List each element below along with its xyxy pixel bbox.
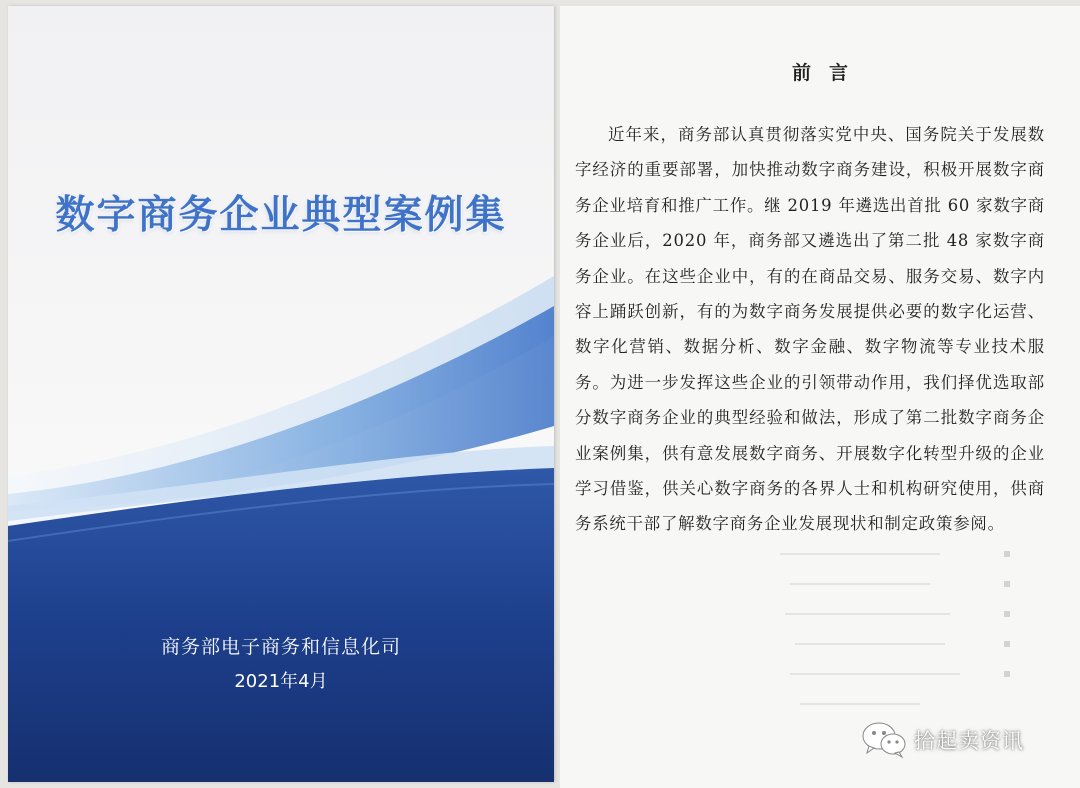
cover-wave-graphic bbox=[8, 6, 554, 782]
preface-paragraph: 近年来，商务部认真贯彻落实党中央、国务院关于发展数字经济的重要部署，加快推动数字商务建设，积极开展数字商务企业培育和推广工作。继 2019 年遴选出首批 60 家数字商务企业后，2020 年，商务部又遴选出了第二批 48 家数字商务企业。在这些企业中，有的在商品交易、服务交易、数字内容上踊跃创新，有的为数字商务发展提供必要的数字化运营、数字化营销、数据分析、数字金融、数字物流等专业技术服务。为进一步发挥这些企业的引领带动作用，我们择优选取部分数字商务企业的典型经验和做法，形成了第二批数字商务企业案例集，供有意发展数字商务、开展数字化转型升级的企业学习借鉴，供关心数字商务的各界人士和机构研究使用，供商务系统干部了解数字商务企业发展现状和制定政策参阅。 bbox=[575, 125, 1045, 534]
bleed-through-lines bbox=[760, 534, 1020, 744]
cover-date: 2021年4月 bbox=[234, 671, 328, 692]
watermark bbox=[860, 720, 1024, 760]
preface-page bbox=[560, 6, 1080, 788]
page-title: 前言 bbox=[791, 62, 866, 84]
cover-publisher: 商务部电子商务和信息化司 bbox=[160, 636, 401, 658]
book-cover bbox=[8, 6, 554, 782]
wechat-icon bbox=[860, 720, 908, 760]
cover-title: 数字商务企业典型案例集 bbox=[55, 193, 507, 238]
watermark-text: 拾起卖资讯 bbox=[914, 729, 1024, 753]
